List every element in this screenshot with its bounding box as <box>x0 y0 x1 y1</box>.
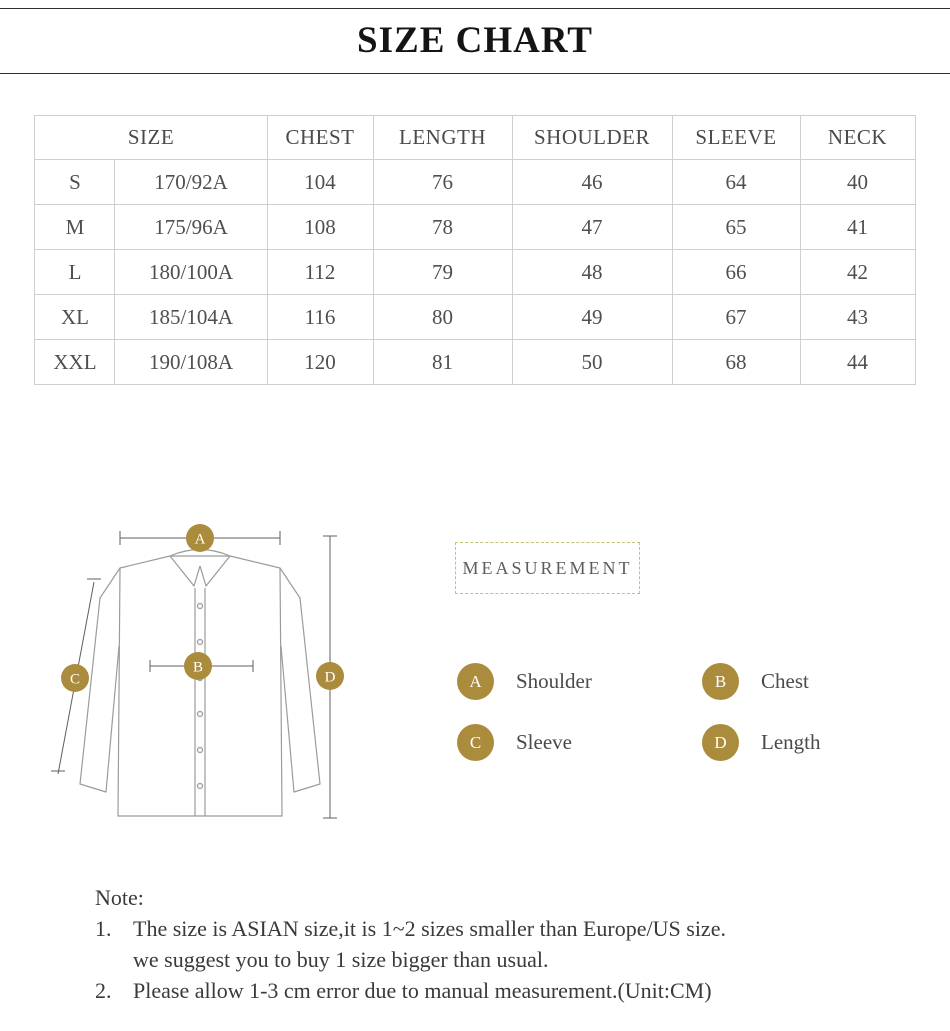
measurement-box-label: MEASUREMENT <box>462 557 633 578</box>
length-cell: 78 <box>373 205 512 250</box>
table-row <box>35 205 915 250</box>
sleeve-cell: 67 <box>672 295 800 340</box>
title-divider-bottom <box>0 73 950 74</box>
size-cell: XL <box>35 295 115 340</box>
legend-item-chest <box>702 663 809 700</box>
note-item <box>95 913 915 975</box>
length-cell: 80 <box>373 295 512 340</box>
marker-a-badge: A <box>457 663 494 700</box>
legend-label-length: Length <box>761 730 821 754</box>
sleeve-cell: 64 <box>672 160 800 205</box>
legend-item-sleeve <box>457 724 572 761</box>
chest-cell: 112 <box>267 250 373 295</box>
note-number: 2. <box>95 978 112 1003</box>
marker-b-badge: B <box>702 663 739 700</box>
neck-cell: 41 <box>800 205 915 250</box>
shirt-measurement-diagram <box>48 518 348 833</box>
column-header-length: LENGTH <box>373 116 512 160</box>
neck-cell: 44 <box>800 340 915 385</box>
sleeve-cell: 65 <box>672 205 800 250</box>
marker-d-length: D <box>324 669 336 686</box>
table-row <box>35 250 915 295</box>
note-line: Please allow 1-3 cm error due to manual measurement.(Unit:CM) <box>133 978 712 1003</box>
neck-cell: 42 <box>800 250 915 295</box>
size-cell: M <box>35 205 115 250</box>
note-line: we suggest you to buy 1 size bigger than usual. <box>133 947 549 972</box>
note-item <box>95 975 915 1006</box>
spec-cell: 185/104A <box>115 295 267 340</box>
marker-b-chest: B <box>192 659 204 676</box>
note-number: 1. <box>95 916 112 941</box>
size-table <box>34 115 915 385</box>
chest-cell: 108 <box>267 205 373 250</box>
column-header-neck: NECK <box>800 116 915 160</box>
shoulder-cell: 46 <box>512 160 672 205</box>
spec-cell: 180/100A <box>115 250 267 295</box>
legend-label-chest: Chest <box>761 669 809 693</box>
length-cell: 79 <box>373 250 512 295</box>
note-text <box>133 913 726 975</box>
shoulder-cell: 50 <box>512 340 672 385</box>
legend-item-shoulder <box>457 663 592 700</box>
table-row <box>35 295 915 340</box>
shoulder-cell: 49 <box>512 295 672 340</box>
spec-cell: 175/96A <box>115 205 267 250</box>
neck-cell: 43 <box>800 295 915 340</box>
sleeve-cell: 68 <box>672 340 800 385</box>
marker-a-shoulder: A <box>194 531 206 548</box>
column-header-sleeve: SLEEVE <box>672 116 800 160</box>
shoulder-cell: 47 <box>512 205 672 250</box>
table-row <box>35 340 915 385</box>
column-header-size: SIZE <box>35 116 267 160</box>
legend-label-shoulder: Shoulder <box>516 669 592 693</box>
size-cell: L <box>35 250 115 295</box>
table-header-row <box>35 116 915 160</box>
spec-cell: 170/92A <box>115 160 267 205</box>
sleeve-cell: 66 <box>672 250 800 295</box>
page-title: SIZE CHART <box>357 20 593 61</box>
shoulder-cell: 48 <box>512 250 672 295</box>
marker-d-badge: D <box>702 724 739 761</box>
note-line: The size is ASIAN size,it is 1~2 sizes smaller than Europe/US size. <box>133 916 726 941</box>
measurement-box <box>455 542 640 594</box>
spec-cell: 190/108A <box>115 340 267 385</box>
size-cell: S <box>35 160 115 205</box>
chest-cell: 120 <box>267 340 373 385</box>
chest-cell: 116 <box>267 295 373 340</box>
size-cell: XXL <box>35 340 115 385</box>
table-row <box>35 160 915 205</box>
notes-section <box>95 882 915 1006</box>
notes-heading: Note: <box>95 885 144 910</box>
length-cell: 81 <box>373 340 512 385</box>
legend-label-sleeve: Sleeve <box>516 730 572 754</box>
marker-c-sleeve: C <box>69 671 81 688</box>
column-header-chest: CHEST <box>267 116 373 160</box>
note-text <box>133 975 712 1006</box>
shirt-outline <box>80 550 320 817</box>
neck-cell: 40 <box>800 160 915 205</box>
length-cell: 76 <box>373 160 512 205</box>
chest-cell: 104 <box>267 160 373 205</box>
marker-c-badge: C <box>457 724 494 761</box>
column-header-shoulder: SHOULDER <box>512 116 672 160</box>
legend-item-length <box>702 724 820 761</box>
